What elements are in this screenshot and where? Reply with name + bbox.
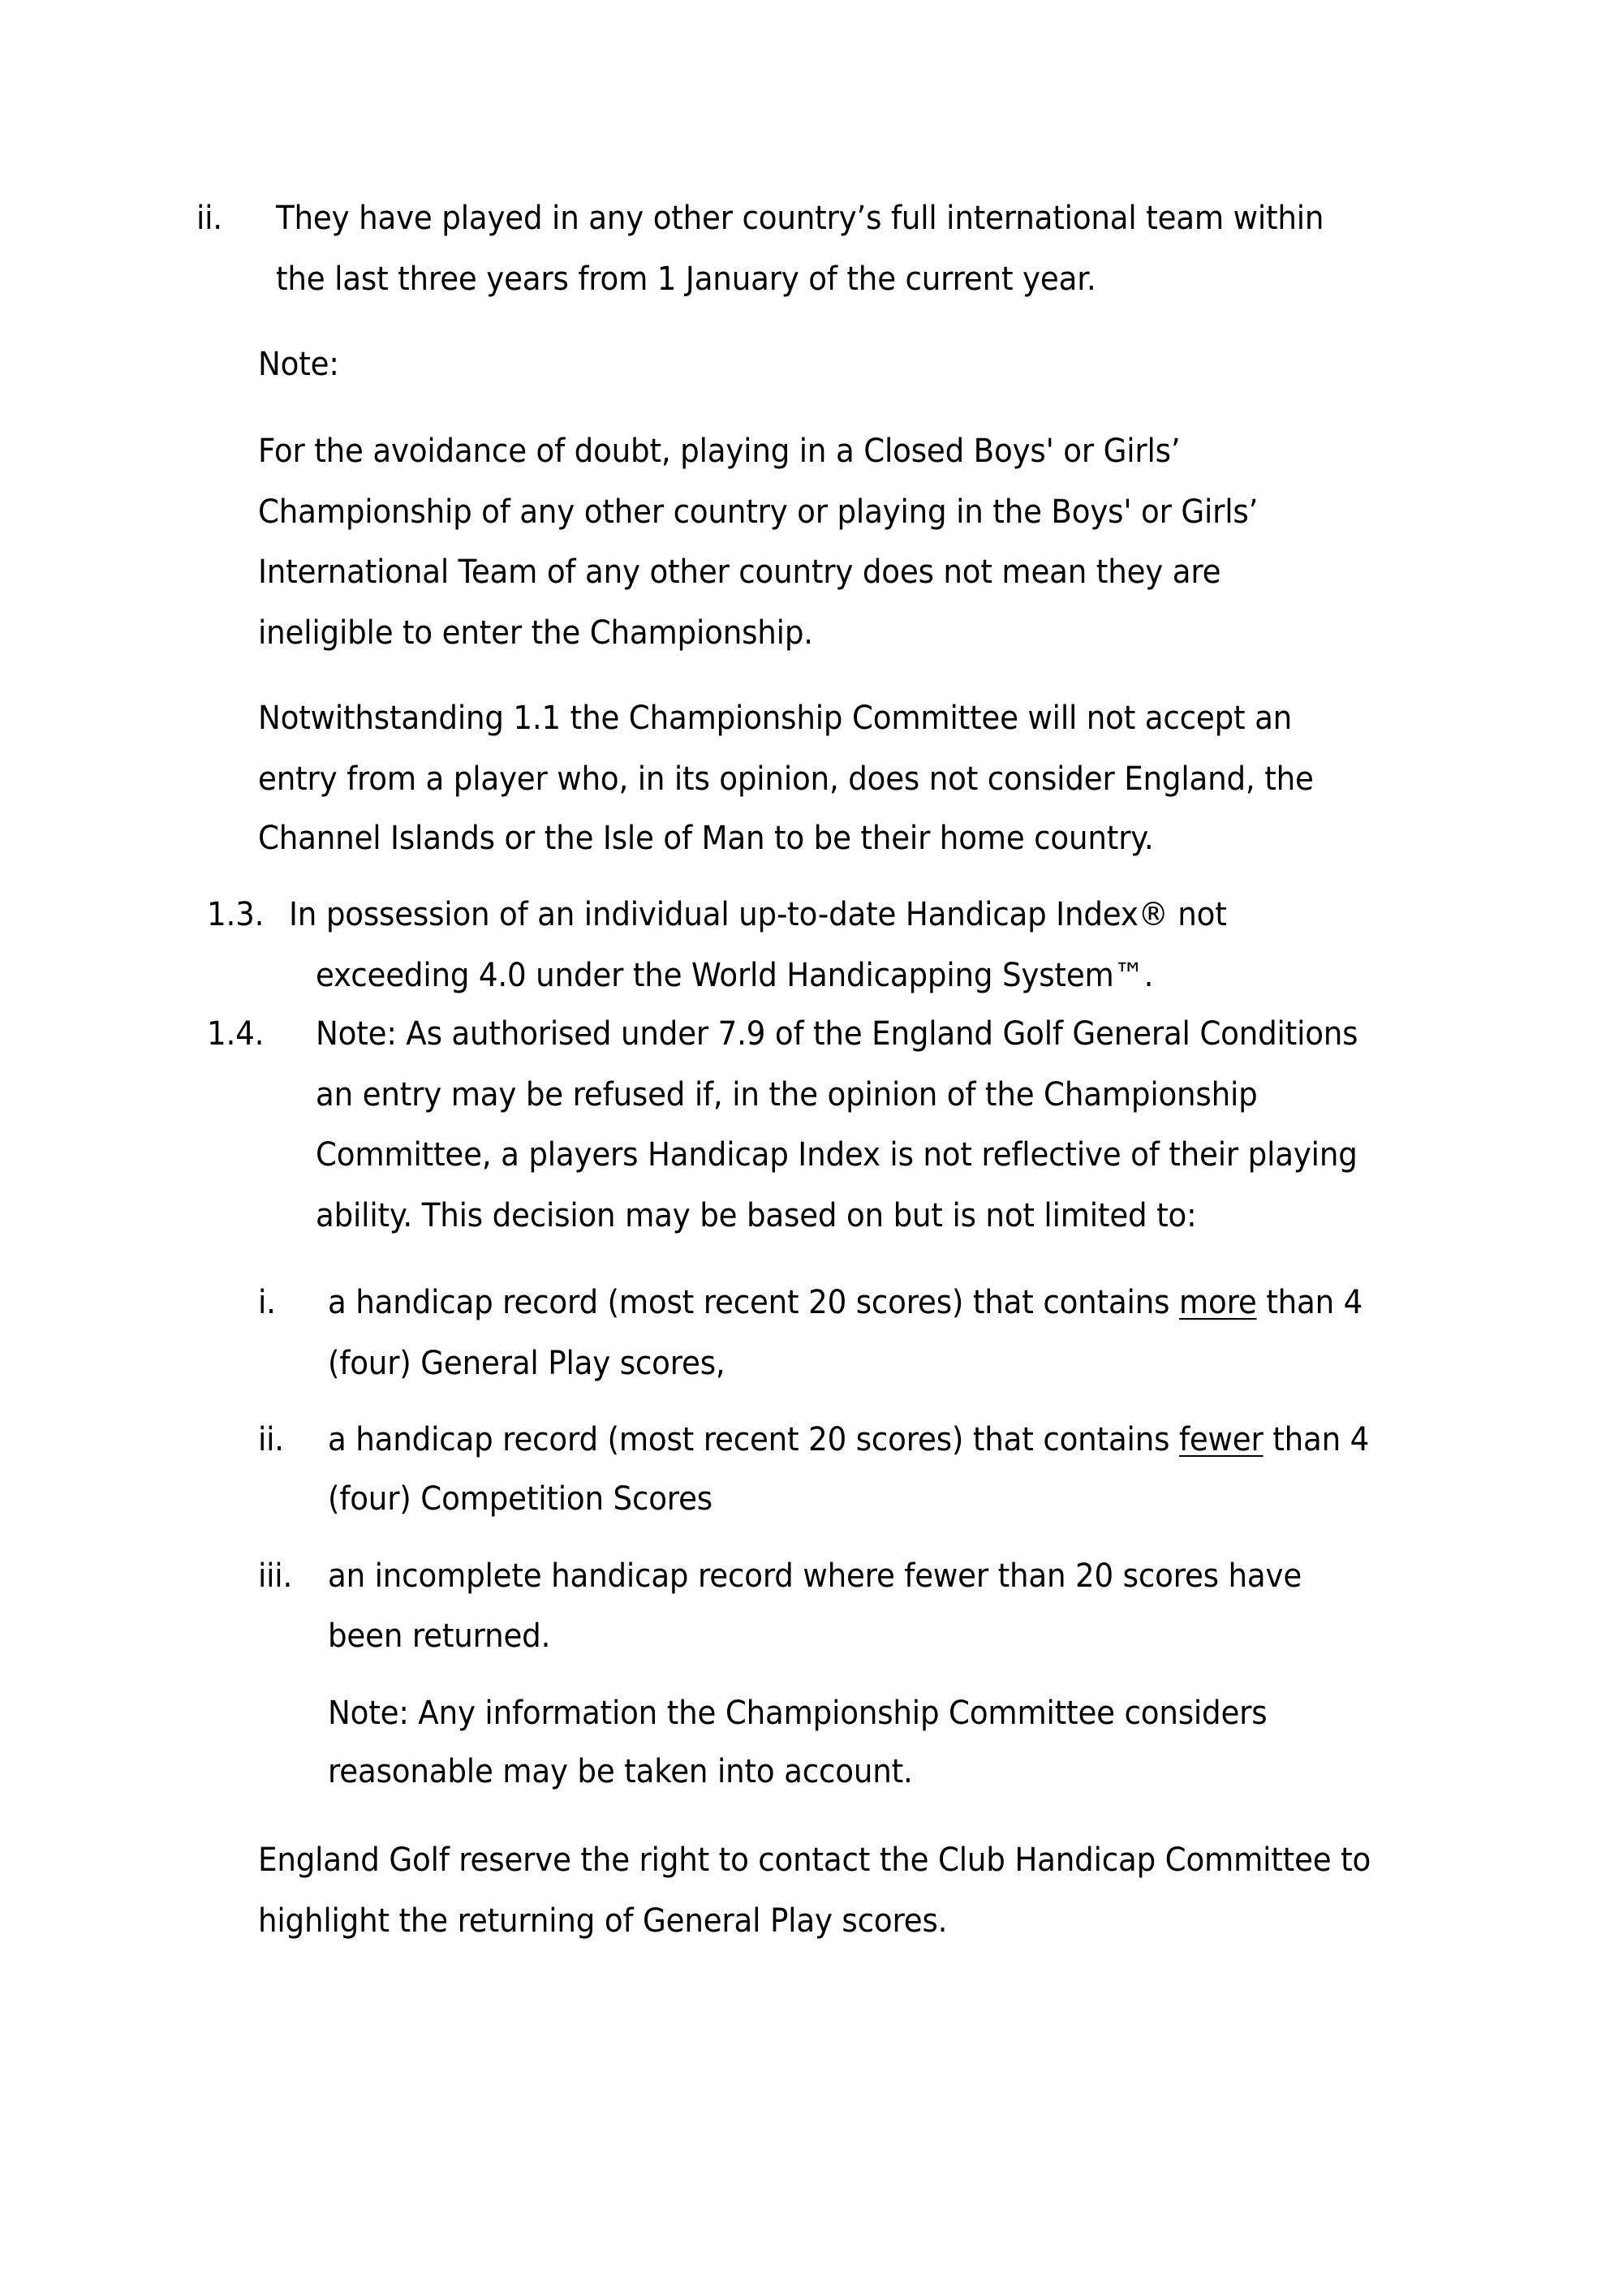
section-1-4-line-3: Committee, a players Handicap Index is not reflective of their playing <box>316 1136 1358 1174</box>
criteria-note-line-1: Note: Any information the Championship Committee considers <box>328 1695 1268 1732</box>
item-ii-line-2: the last three years from 1 January of the current year. <box>276 261 1096 298</box>
emphasis-fewer: fewer <box>1178 1421 1264 1458</box>
criteria-i-text-post: than 4 <box>1256 1284 1363 1321</box>
criteria-marker-ii: ii. <box>258 1421 284 1458</box>
section-number-1-3: 1.3. <box>207 896 265 933</box>
criteria-i-text-pre: a handicap record (most recent 20 scores) that contains <box>328 1284 1179 1321</box>
list-marker-ii: ii. <box>196 200 222 237</box>
criteria-ii-line-1 <box>328 1420 1369 1459</box>
section-number-1-4: 1.4. <box>207 1015 265 1053</box>
note-paragraph-line-1: For the avoidance of doubt, playing in a Closed Boys' or Girls’ <box>258 433 1181 470</box>
criteria-ii-line-2: (four) Competition Scores <box>328 1480 712 1518</box>
note-paragraph-line-2: Championship of any other country or playing in the Boys' or Girls’ <box>258 493 1259 531</box>
criteria-i-line-2: (four) General Play scores, <box>328 1345 725 1382</box>
notwithstanding-line-1: Notwithstanding 1.1 the Championship Committee will not accept an <box>258 700 1293 737</box>
criteria-iii-line-2: been returned. <box>328 1618 551 1655</box>
section-1-4-line-2: an entry may be refused if, in the opinion of the Championship <box>316 1076 1258 1114</box>
notwithstanding-line-3: Channel Islands or the Isle of Man to be their home country. <box>258 820 1154 857</box>
item-ii-line-1: They have played in any other country’s full international team within <box>276 200 1324 237</box>
note-paragraph-line-3: International Team of any other country does not mean they are <box>258 554 1221 591</box>
section-1-4-line-1: Note: As authorised under 7.9 of the England Golf General Conditions <box>316 1015 1358 1053</box>
section-1-3-line-2: exceeding 4.0 under the World Handicapping System™. <box>316 957 1154 994</box>
criteria-ii-text-post: than 4 <box>1263 1421 1370 1458</box>
criteria-marker-i: i. <box>258 1284 276 1321</box>
section-1-4-line-4: ability. This decision may be based on but is not limited to: <box>316 1197 1197 1234</box>
notwithstanding-line-2: entry from a player who, in its opinion, does not consider England, the <box>258 760 1314 798</box>
closing-paragraph-line-1: England Golf reserve the right to contact the Club Handicap Committee to <box>258 1842 1371 1879</box>
criteria-ii-text-pre: a handicap record (most recent 20 scores) that contains <box>328 1421 1179 1458</box>
criteria-i-line-1 <box>328 1283 1363 1322</box>
emphasis-more: more <box>1178 1284 1257 1321</box>
criteria-note-line-2: reasonable may be taken into account. <box>328 1753 913 1790</box>
closing-paragraph-line-2: highlight the returning of General Play scores. <box>258 1902 948 1940</box>
note-paragraph-line-4: ineligible to enter the Championship. <box>258 614 813 652</box>
criteria-marker-iii: iii. <box>258 1557 293 1595</box>
criteria-iii-line-1: an incomplete handicap record where fewer than 20 scores have <box>328 1557 1302 1595</box>
note-label: Note: <box>258 346 339 383</box>
section-1-3-line-1: In possession of an individual up-to-date Handicap Index® not <box>289 896 1227 933</box>
